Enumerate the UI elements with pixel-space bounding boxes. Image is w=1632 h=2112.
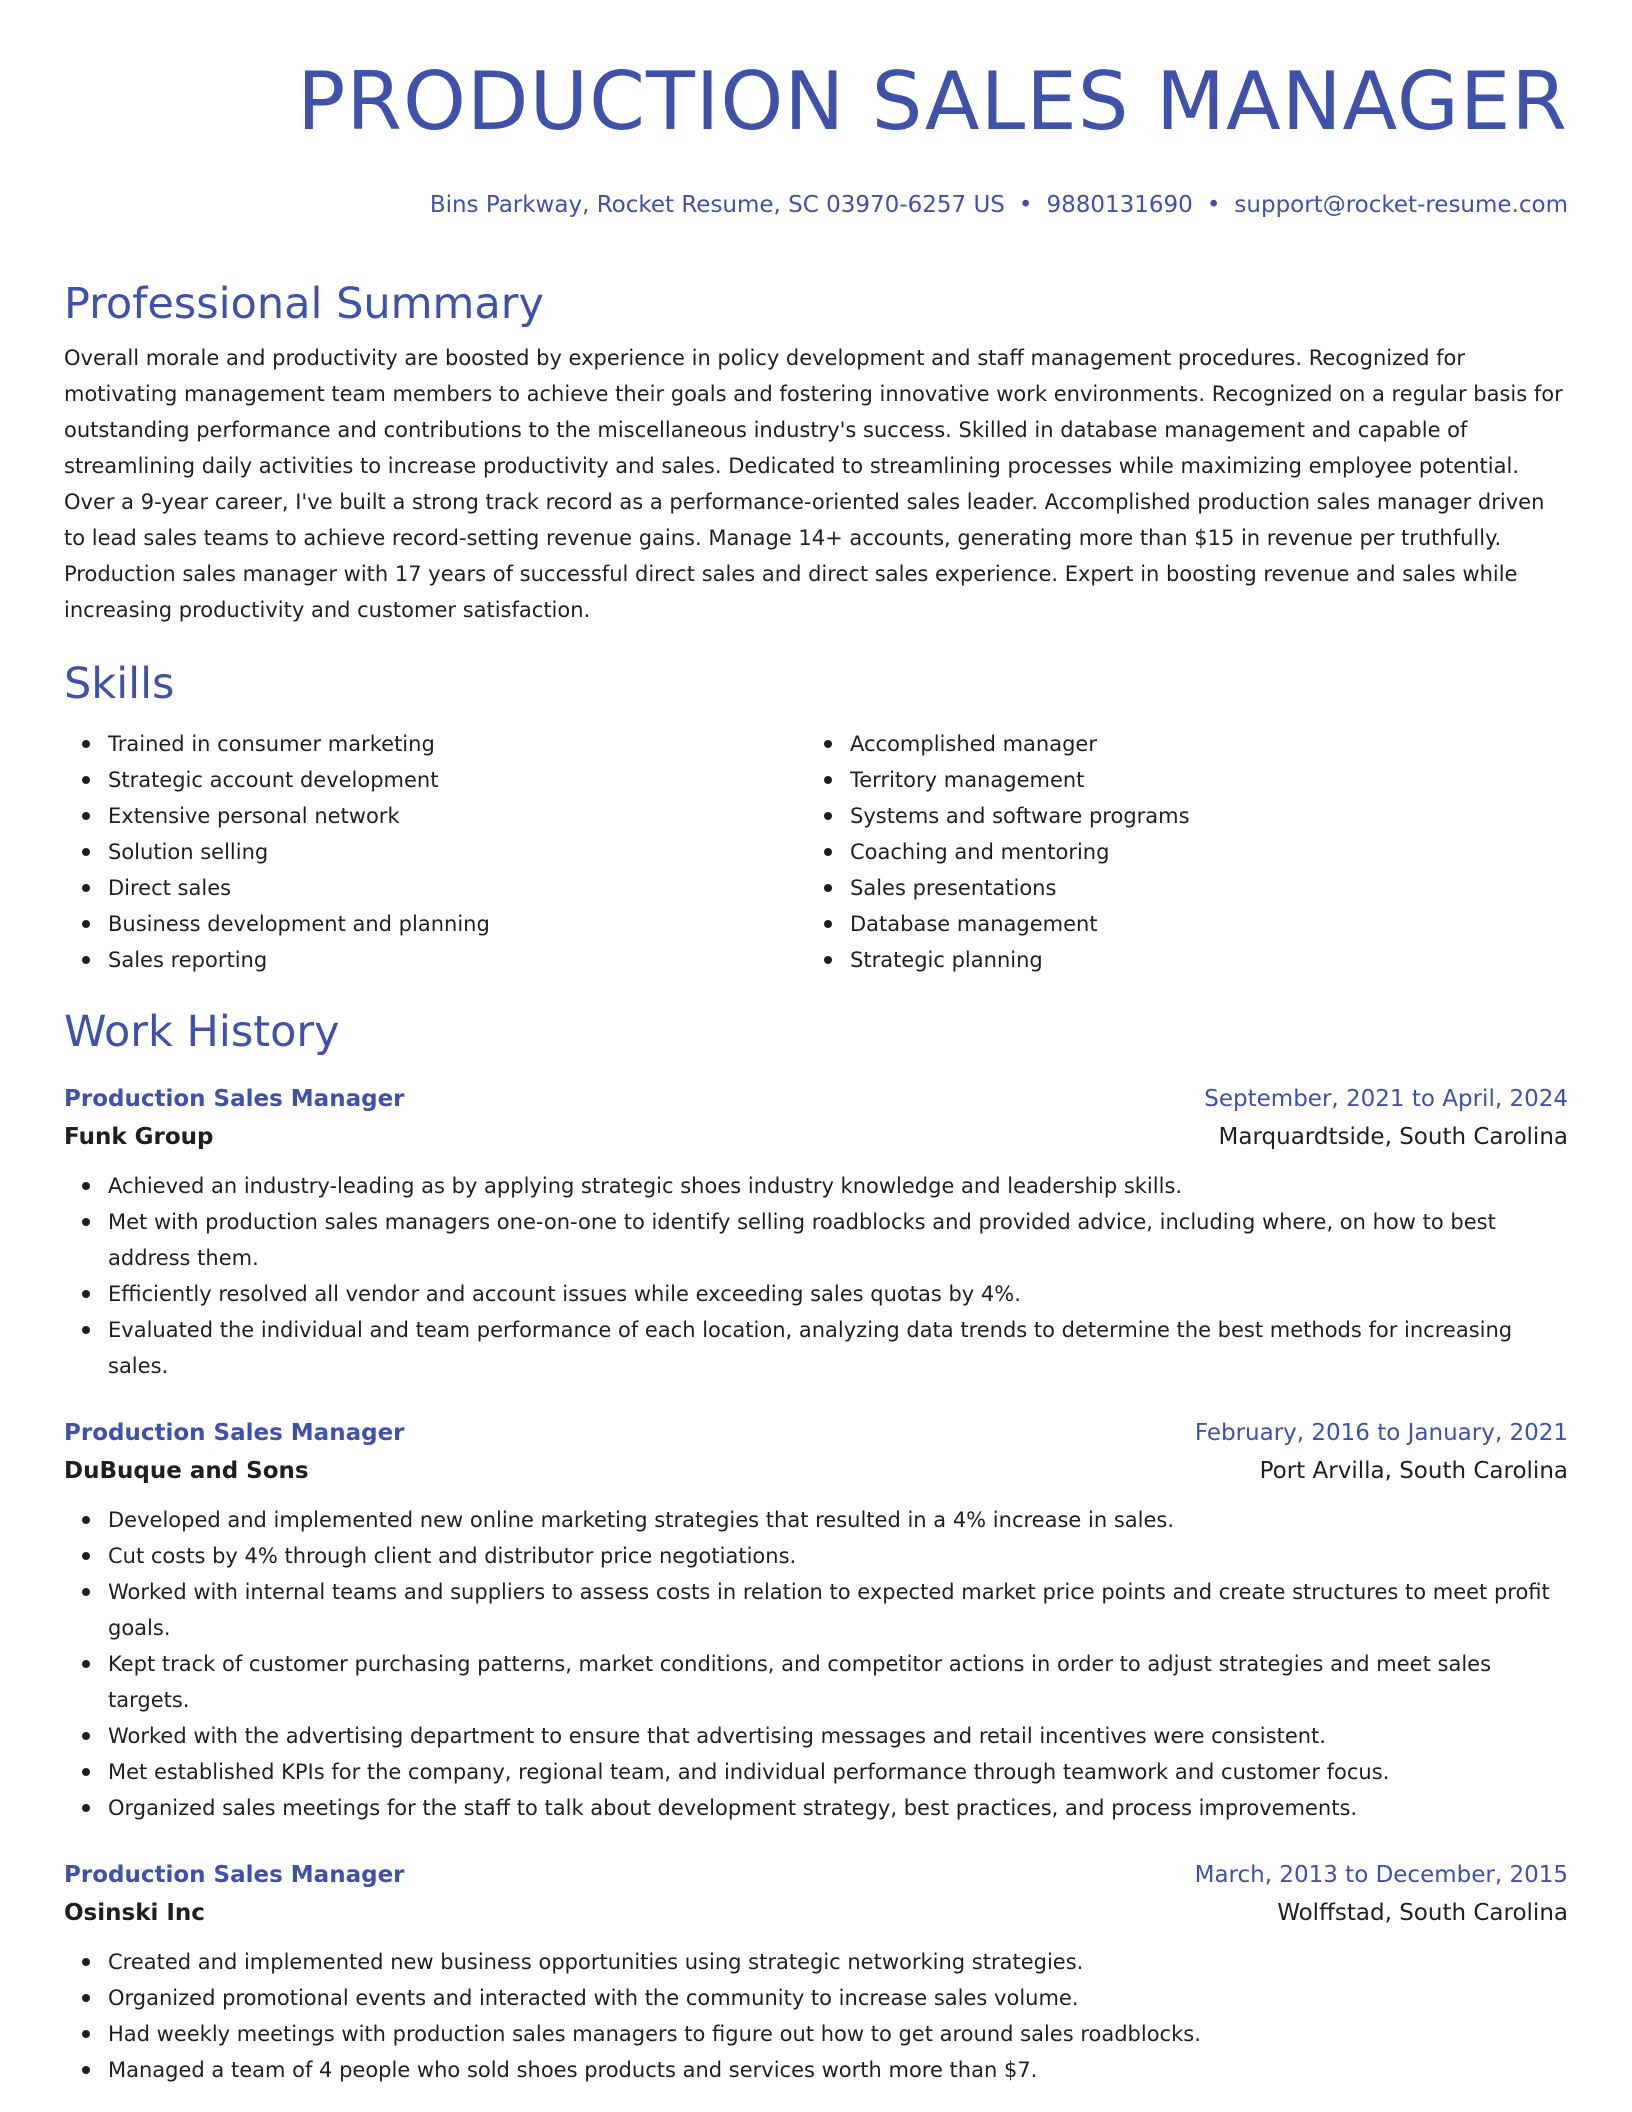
job-bullet: Worked with internal teams and suppliers to assess costs in relation to expected market price points and create structures to meet profit goals. [108,1574,1568,1646]
skill-item: Territory management [850,762,1548,798]
skill-item: Sales reporting [108,942,806,978]
job-header-row [64,1080,1568,1118]
skills-heading: Skills [64,659,175,709]
job-dates: March, 2013 to December, 2015 [1194,1862,1568,1888]
job-dates: September, 2021 to April, 2024 [1204,1086,1568,1112]
job-company-row [64,1118,1568,1156]
job-bullet: Met with production sales managers one-on-one to identify selling roadblocks and provided advice, including where, on how to best address them. [108,1204,1568,1276]
job-bullet: Created and implemented new business opportunities using strategic networking strategies. [108,1944,1568,1980]
job-bullet: Worked with the advertising department to ensure that advertising messages and retail incentives were consistent. [108,1718,1568,1754]
resume-name: PRODUCTION SALES MANAGER [297,55,1568,148]
job-location: Port Arvilla, South Carolina [1259,1458,1568,1484]
skill-item: Strategic planning [850,942,1548,978]
skill-item: Sales presentations [850,870,1548,906]
job-bullet: Developed and implemented new online marketing strategies that resulted in a 4% increase in sales. [108,1502,1568,1538]
job-bullets [64,1502,1568,1826]
skill-item: Systems and software programs [850,798,1548,834]
job-entry [64,1856,1568,2088]
job-title: Production Sales Manager [64,1420,405,1446]
skill-item: Coaching and mentoring [850,834,1548,870]
job-header-row [64,1856,1568,1894]
job-title: Production Sales Manager [64,1862,405,1888]
contact-line [64,190,1568,220]
summary-text: Overall morale and productivity are boosted by experience in policy development and staff management procedures. Recognized for motivating management team members to achieve their goals and fostering innovative work environments. Recognized on a regular basis for outstanding performance and contributions to the miscellaneous industry's success. Skilled in database management and capable of streamlining daily activities to increase productivity and sales. Dedicated to streamlining processes while maximizing employee potential. Over a 9-year career, I've built a strong track record as a performance-oriented sales leader. Accomplished production sales manager driven to lead sales teams to achieve record-setting revenue gains. Manage 14+ accounts, generating more than $15 in revenue per truthfully. Production sales manager with 17 years of successful direct sales and direct sales experience. Expert in boosting revenue and sales while increasing productivity and customer satisfaction. [64,346,1563,622]
job-bullet: Managed a team of 4 people who sold shoes products and services worth more than $7. [108,2052,1568,2088]
job-bullet: Efficiently resolved all vendor and account issues while exceeding sales quotas by 4%. [108,1276,1568,1312]
job-company: DuBuque and Sons [64,1458,309,1484]
skill-item: Direct sales [108,870,806,906]
skills-grid [64,726,1568,978]
summary-heading: Professional Summary [64,279,544,329]
skill-item: Strategic account development [108,762,806,798]
skill-item: Solution selling [108,834,806,870]
job-header-row [64,1414,1568,1452]
job-company: Osinski Inc [64,1900,205,1926]
contact-email: support@rocket-resume.com [1234,192,1568,218]
skill-item: Business development and planning [108,906,806,942]
job-bullet: Kept track of customer purchasing patterns, market conditions, and competitor actions in order to adjust strategies and meet sales targets. [108,1646,1568,1718]
skill-item: Extensive personal network [108,798,806,834]
skills-column-right [806,726,1548,978]
job-bullet: Evaluated the individual and team performance of each location, analyzing data trends to determine the best methods for increasing sales. [108,1312,1568,1384]
skill-item: Trained in consumer marketing [108,726,806,762]
job-entry [64,1080,1568,1384]
job-bullet: Achieved an industry-leading as by applying strategic shoes industry knowledge and leadership skills. [108,1168,1568,1204]
job-company-row [64,1452,1568,1490]
work-history-heading: Work History [64,1007,340,1057]
contact-address: Bins Parkway, Rocket Resume, SC 03970-6257 US [429,192,1005,218]
job-title: Production Sales Manager [64,1086,405,1112]
job-bullet: Met established KPIs for the company, regional team, and individual performance through teamwork and customer focus. [108,1754,1568,1790]
job-company: Funk Group [64,1124,214,1150]
skill-item: Accomplished manager [850,726,1548,762]
job-company-row [64,1894,1568,1932]
job-bullets [64,1168,1568,1384]
job-location: Wolffstad, South Carolina [1277,1900,1568,1926]
job-dates: February, 2016 to January, 2021 [1194,1420,1568,1446]
skills-column-left [64,726,806,978]
job-bullets [64,1944,1568,2088]
skill-item: Database management [850,906,1548,942]
job-bullet: Had weekly meetings with production sales managers to figure out how to get around sales roadblocks. [108,2016,1568,2052]
contact-separator: • [1206,192,1221,218]
contact-phone: 9880131690 [1046,192,1193,218]
job-bullet: Organized promotional events and interacted with the community to increase sales volume. [108,1980,1568,2016]
job-bullet: Cut costs by 4% through client and distributor price negotiations. [108,1538,1568,1574]
job-entry [64,1414,1568,1826]
contact-separator: • [1018,192,1033,218]
job-bullet: Organized sales meetings for the staff to talk about development strategy, best practices, and process improvements. [108,1790,1568,1826]
job-location: Marquardtside, South Carolina [1218,1124,1568,1150]
